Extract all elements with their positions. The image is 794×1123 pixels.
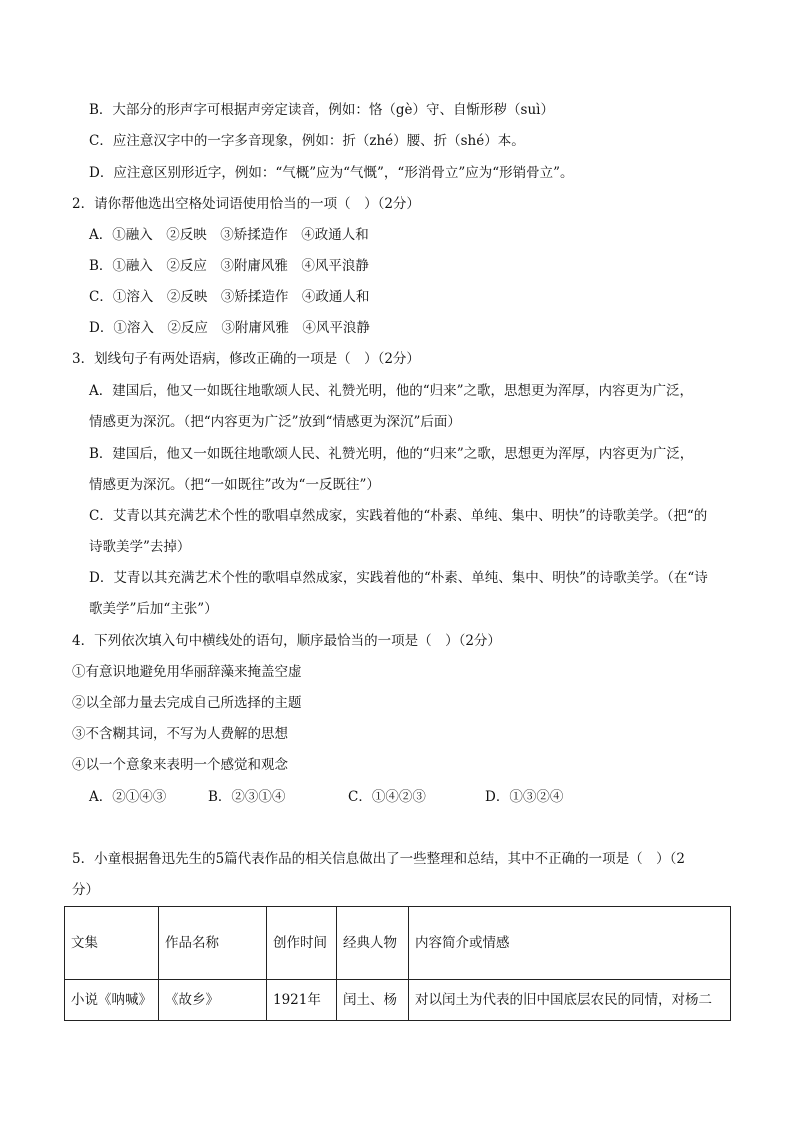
table-header-row [65,907,731,980]
q5-stem-line1: 5．小童根据鲁迅先生的5篇代表作品的相关信息做出了一些整理和总结，其中不正确的一项是（ ）（2 [72,851,686,867]
q4-sentence-3: ③不含糊其词，不写为人费解的思想 [72,726,288,742]
q3-option-a-line2: 情感更为深沉。（把“内容更为广泛”放到“情感更为深沉”后面） [89,414,461,430]
q2-option-c: C．①溶入 ②反映 ③矫揉造作 ④政通人和 [89,289,370,305]
q4-sentence-4: ④以一个意象来表明一个感觉和观念 [72,757,288,773]
q2-stem: 2．请你帮他选出空格处词语使用恰当的一项（ ）（2分） [72,196,420,212]
q3-option-c-line1: C．艾青以其充满艺术个性的歌唱卓然成家，实践着他的“朴素、单纯、集中、明快”的诗歌美学。（把“的 [89,508,708,524]
q3-option-b-line1: B．建国后，他又一如既往地歌颂人民、礼赞光明，他的“归来”之歌，思想更为浑厚，内容更为广泛， [89,446,694,462]
q4-option-a: A．②①④③ [89,789,167,805]
cell-collection: 小说《呐喊》 [65,980,159,1021]
q2-option-a: A．①融入 ②反映 ③矫揉造作 ④政通人和 [89,227,369,243]
q3-stem: 3．划线句子有两处语病，修改正确的一项是（ ）（2分） [72,351,420,367]
q4-sentence-1: ①有意识地避免用华丽辞藻来掩盖空虚 [72,664,302,680]
table-row [65,980,731,1021]
header-summary: 内容简介或情感 [409,907,731,980]
works-table [64,906,731,1021]
q2-option-b: B．①融入 ②反应 ③附庸风雅 ④风平浪静 [89,258,369,274]
q4-option-b: B．②③①④ [208,789,286,805]
cell-work-title: 《故乡》 [159,980,267,1021]
q1-option-d: D．应注意区别形近字，例如：“气概”应为“气慨”，“形消骨立”应为“形销骨立”。 [89,165,574,181]
q3-option-b-line2: 情感更为深沉。（把“一如既往”改为“一反既往”） [89,477,380,493]
header-characters: 经典人物 [337,907,409,980]
q2-option-d: D．①溶入 ②反应 ③附庸风雅 ④风平浪静 [89,320,370,336]
q4-stem: 4．下列依次填入句中横线处的语句，顺序最恰当的一项是（ ）（2分） [72,633,501,649]
cell-characters: 闰土、杨 [337,980,409,1021]
header-collection: 文集 [65,907,159,980]
q1-option-c: C．应注意汉字中的一字多音现象，例如：折（zhé）腰、折（shé）本。 [89,133,525,149]
q3-option-d-line1: D．艾青以其充满艺术个性的歌唱卓然成家，实践着他的“朴素、单纯、集中、明快”的诗歌美学。（在“诗 [89,570,708,586]
q1-option-b: B．大部分的形声字可根据声旁定读音，例如：恪（gè）守、自惭形秽（suì） [89,102,554,118]
cell-summary: 对以闰土为代表的旧中国底层农民的同情，对杨二 [409,980,731,1021]
q3-option-d-line2: 歌美学”后加“主张”） [89,601,218,617]
q3-option-a-line1: A．建国后，他又一如既往地歌颂人民、礼赞光明，他的“归来”之歌，思想更为浑厚，内容更为广泛， [89,383,694,399]
q4-option-d: D．①③②④ [485,789,564,805]
q4-option-c: C．①④②③ [348,789,426,805]
q4-sentence-2: ②以全部力量去完成自己所选择的主题 [72,695,302,711]
q5-stem-line2: 分） [72,882,99,898]
header-creation-time: 创作时间 [267,907,337,980]
q3-option-c-line2: 诗歌美学”去掉） [89,539,191,555]
cell-creation-time: 1921年 [267,980,337,1021]
header-work-title: 作品名称 [159,907,267,980]
